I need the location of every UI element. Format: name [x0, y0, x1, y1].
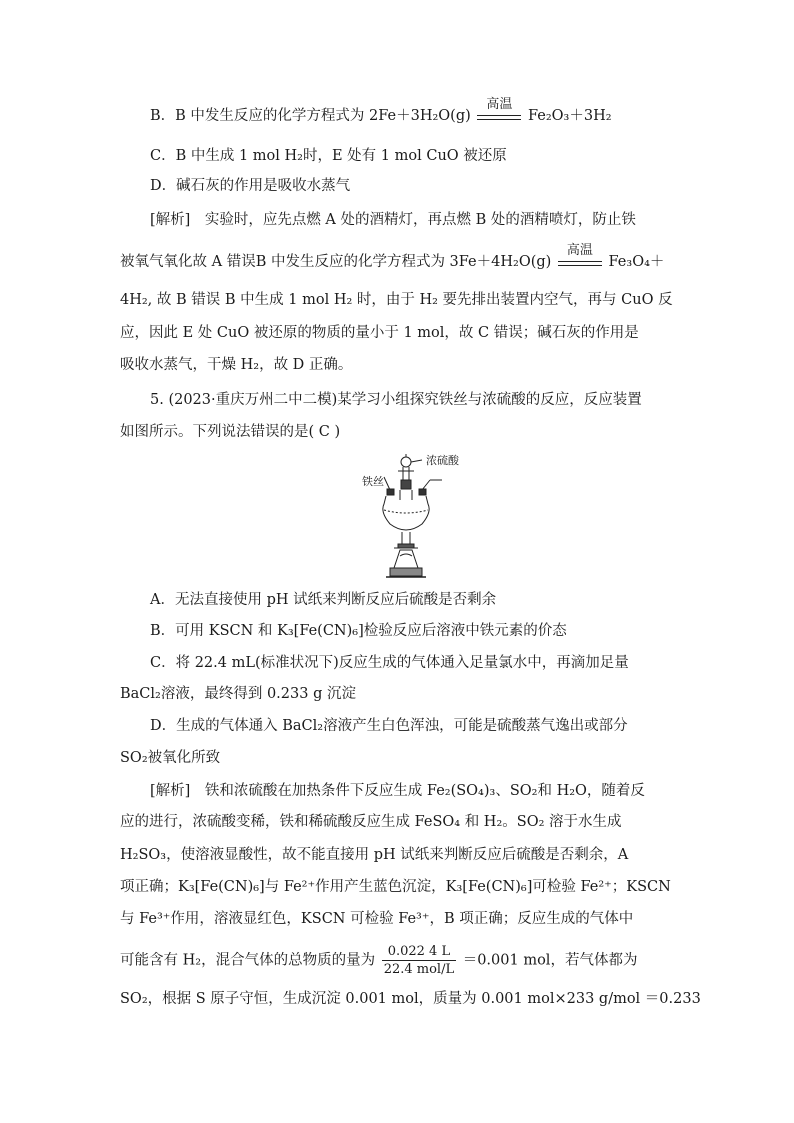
analysis2-line-6	[120, 943, 637, 978]
analysis-line-2	[120, 243, 665, 272]
analysis2-line-3: H₂SO₃，使溶液显酸性，故不能直接用 pH 试纸来判断反应后硫酸是否剩余，A	[120, 847, 629, 863]
analysis-line-3: 4H₂, 故 B 错误 B 中生成 1 mol H₂ 时，由于 H₂ 要先排出装置内空气，再与 CuO 反	[120, 292, 673, 308]
option-b	[150, 97, 612, 126]
choice-a: A．无法直接使用 pH 试纸来判断反应后硫酸是否剩余	[150, 592, 497, 608]
choice-d-line-2: SO₂被氧化所致	[120, 750, 221, 766]
choice-b: B．可用 KSCN 和 K₃[Fe(CN)₆]检验反应后溶液中铁元素的价态	[150, 623, 567, 639]
analysis2-line-7: SO₂，根据 S 原子守恒，生成沉淀 0.001 mol，质量为 0.001 mol×233 g/mol ＝0.233	[120, 991, 701, 1007]
analysis-line-5: 吸收水蒸气，干燥 H₂，故 D 正确。	[120, 357, 353, 373]
reaction-condition	[477, 97, 521, 126]
condition-label: 高温	[486, 97, 513, 112]
analysis2-line-2: 应的进行，浓硫酸变稀，铁和稀硫酸反应生成 FeSO₄ 和 H₂。SO₂ 溶于水生成	[120, 814, 622, 830]
option-b-products: Fe₂O₃＋3H₂	[528, 108, 612, 124]
condition-label-2: 高温	[566, 243, 593, 258]
fraction-numerator: 0.022 4 L	[382, 943, 456, 961]
equals-sign-2	[558, 261, 602, 266]
flask-apparatus-drawing	[360, 452, 470, 582]
reaction-condition-2	[558, 243, 602, 272]
equals-sign	[477, 115, 521, 120]
question-5-line-1: 5. (2023·重庆万州二中二模)某学习小组探究铁丝与浓硫酸的反应，反应装置	[150, 392, 642, 408]
option-b-text: B．B 中发生反应的化学方程式为 2Fe＋3H₂O(g)	[150, 108, 471, 124]
option-d: D．碱石灰的作用是吸收水蒸气	[150, 178, 351, 194]
analysis2-line-5: 与 Fe³⁺作用，溶液显红色，KSCN 可检验 Fe³⁺，B 项正确；反应生成的气体中	[120, 911, 634, 927]
label-conc-sulfuric-acid: 浓硫酸	[426, 454, 459, 467]
fraction-denominator: 22.4 mol/L	[383, 962, 455, 977]
choice-c-line-2: BaCl₂溶液，最终得到 0.233 g 沉淀	[120, 686, 356, 702]
option-c: C．B 中生成 1 mol H₂时，E 处有 1 mol CuO 被还原	[150, 148, 507, 164]
analysis2-line-6-tail: ＝0.001 mol，若气体都为	[462, 952, 638, 969]
analysis-line-1: [解析] 实验时，应先点燃 A 处的酒精灯，再点燃 B 处的酒精喷灯，防止铁	[150, 212, 636, 228]
analysis2-line-4: 项正确；K₃[Fe(CN)₆]与 Fe²⁺作用产生蓝色沉淀，K₃[Fe(CN)₆]可检验 Fe²⁺；KSCN	[120, 879, 671, 895]
analysis2-line-1: [解析] 铁和浓硫酸在加热条件下反应生成 Fe₂(SO₄)₃、SO₂和 H₂O，随着反	[150, 783, 645, 799]
apparatus-figure	[360, 452, 470, 582]
analysis-line-2-products: Fe₃O₄＋	[608, 254, 665, 270]
analysis-line-2-text: 被氧气氧化故 A 错误B 中发生反应的化学方程式为 3Fe＋4H₂O(g)	[120, 254, 552, 270]
analysis-line-4: 应，因此 E 处 CuO 被还原的物质的量小于 1 mol，故 C 错误；碱石灰的作用是	[120, 325, 639, 341]
choice-c-line-1: C．将 22.4 mL(标准状况下)反应生成的气体通入足量氯水中，再滴加足量	[150, 655, 629, 671]
question-5-line-2: 如图所示。下列说法错误的是( C )	[120, 424, 341, 440]
funnel-bulb	[401, 457, 411, 467]
choice-d-line-1: D．生成的气体通入 BaCl₂溶液产生白色浑浊，可能是硫酸蒸气逸出或部分	[150, 718, 628, 734]
fraction	[382, 943, 456, 978]
analysis2-line-6-head: 可能含有 H₂，混合气体的总物质的量为	[120, 952, 376, 969]
label-iron-wire: 铁丝	[362, 475, 384, 488]
